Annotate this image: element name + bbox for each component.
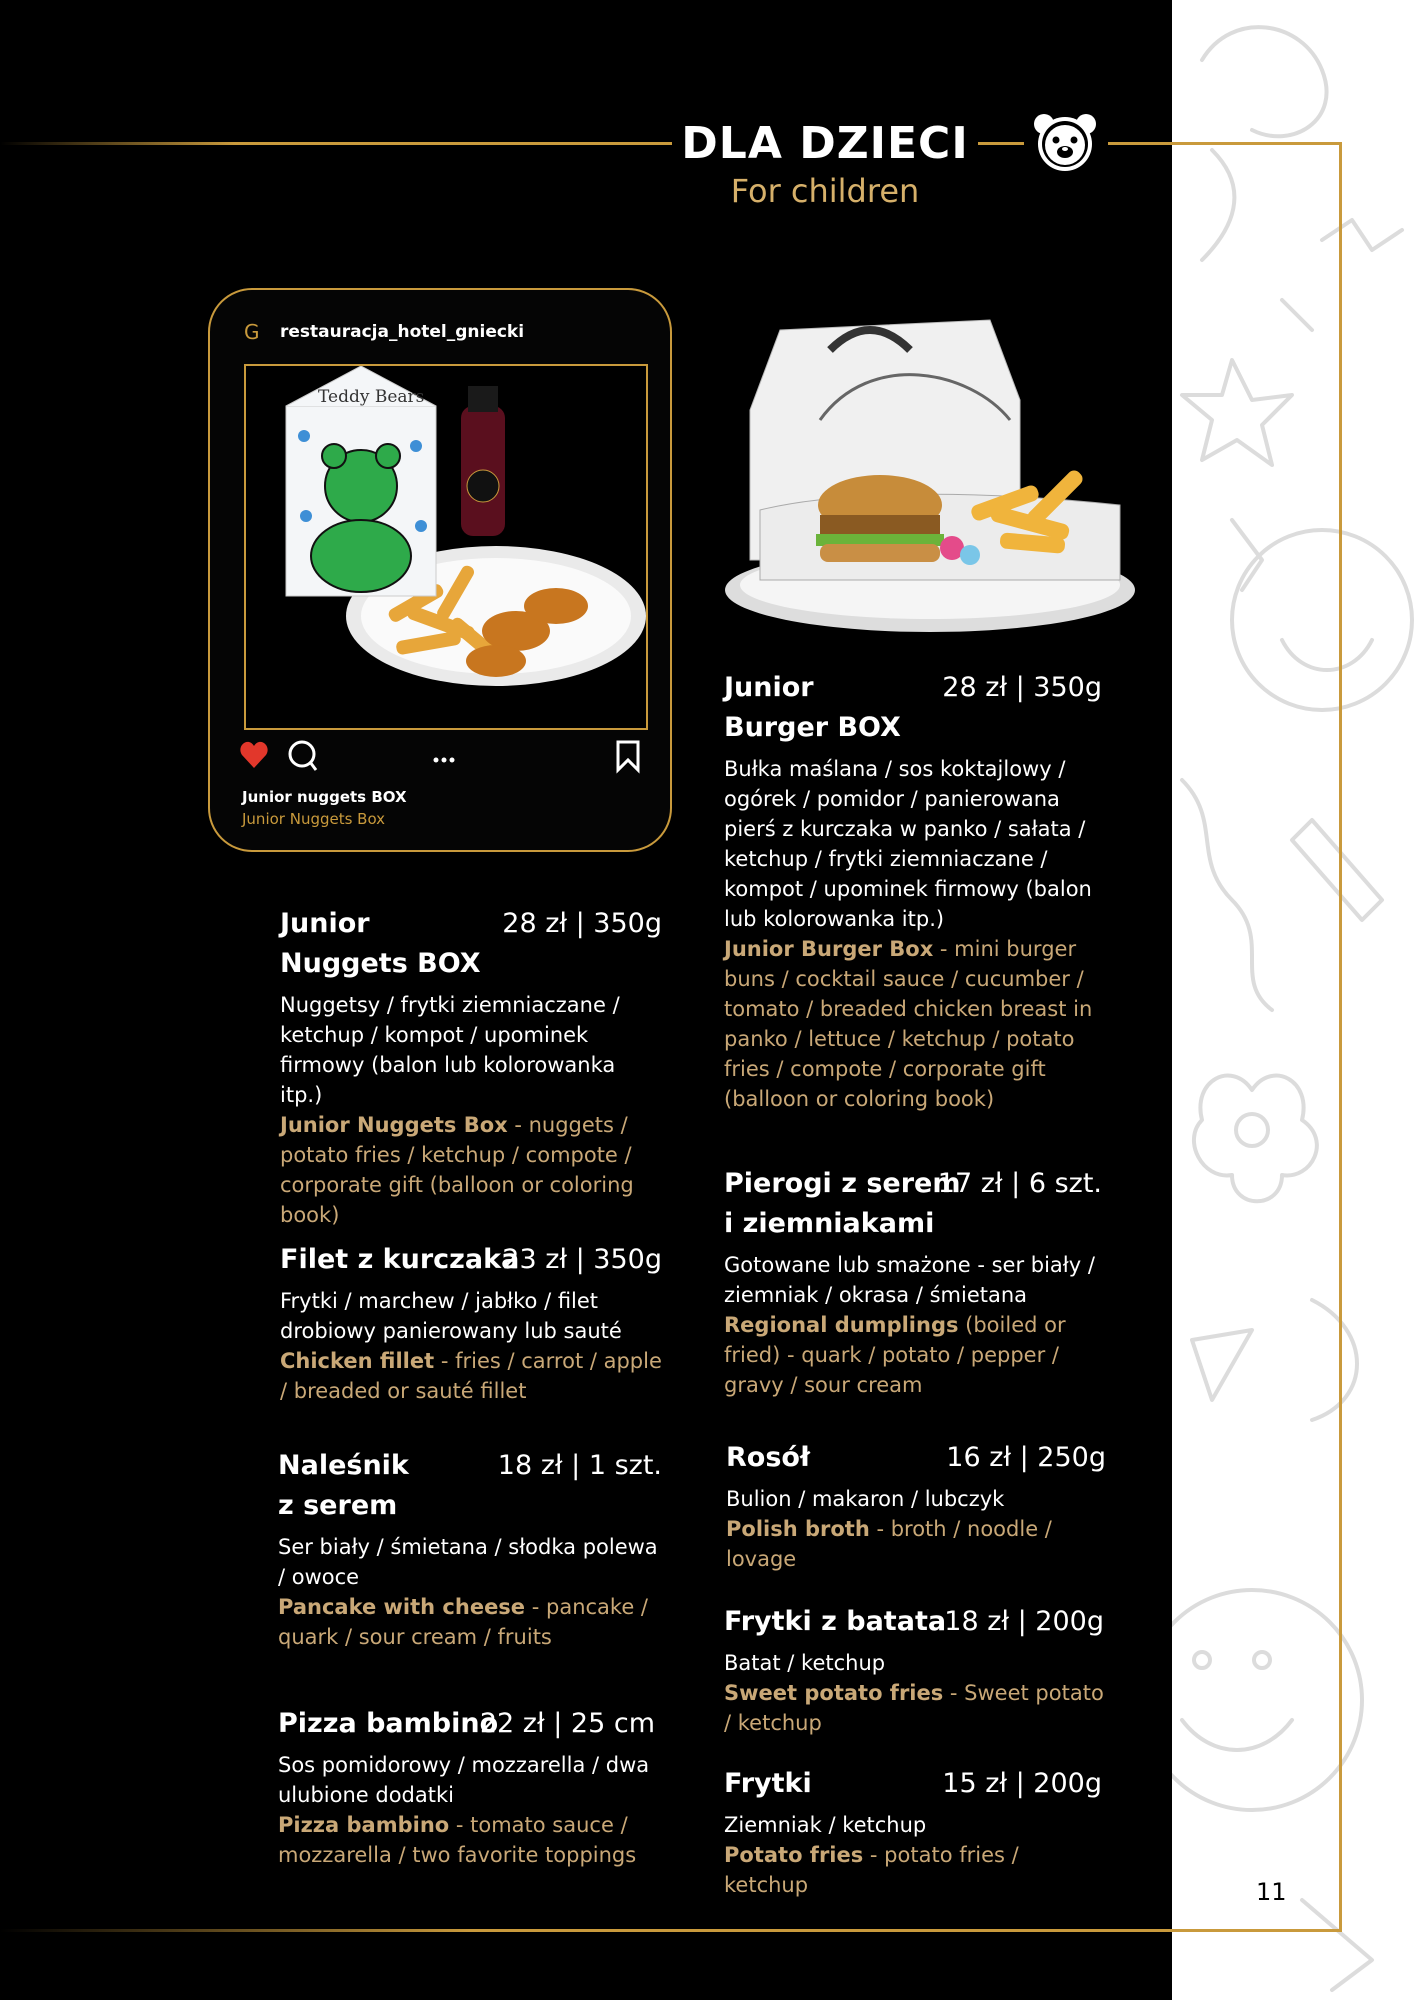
menu-item-description: Gotowane lub smażone - ser biały / ziemniak / okrasa / śmietana — [724, 1253, 1095, 1307]
menu-item-name: Frytki z batata — [724, 1606, 947, 1637]
box-label-text: Teddy Bears — [318, 387, 425, 407]
menu-item-sweet-potato-fries — [724, 1602, 1104, 1738]
header-rule-right — [1108, 142, 1342, 145]
burger-box-photo — [720, 290, 1140, 650]
page-subtitle: For children — [730, 172, 920, 210]
page-number: 11 — [1256, 1878, 1287, 1906]
menu-item-description: Ziemniak / ketchup — [724, 1813, 927, 1837]
menu-item-english: Regional dumplings (boiled or fried) - quark / potato / pepper / gravy / sour cream — [724, 1313, 1066, 1397]
menu-item-description: Bulion / makaron / lubczyk — [726, 1487, 1005, 1511]
food-doodles-illustration — [1172, 0, 1414, 2000]
menu-item-english: Polish broth - broth / noodle / lovage — [726, 1517, 1052, 1571]
menu-item-description: Frytki / marchew / jabłko / filet drobiowy panierowany lub sauté — [280, 1289, 622, 1343]
page-title: DLA DZIECI — [681, 118, 969, 169]
menu-item-name: Filet z kurczaka — [280, 1244, 520, 1275]
menu-item-pancake — [278, 1446, 662, 1652]
menu-item-price: 22 zł | 25 cm — [479, 1708, 655, 1739]
like-heart-icon — [240, 742, 267, 768]
header-rule-mid — [978, 142, 1024, 145]
menu-item-price: 23 zł | 350g — [502, 1244, 662, 1275]
menu-item-name: Pizza bambino — [278, 1708, 499, 1739]
nuggets-box-photo — [244, 364, 648, 730]
more-options-icon — [434, 758, 439, 763]
menu-item-name: Pierogi z serem i ziemniakami — [724, 1168, 961, 1239]
frame-right-border — [1339, 142, 1342, 1932]
bear-icon — [1032, 112, 1098, 172]
menu-item-price: 15 zł | 200g — [942, 1768, 1102, 1799]
nuggets-box-illustration — [246, 366, 646, 728]
frame-bottom-border — [0, 1929, 1342, 1932]
menu-item-name: Junior Nuggets BOX — [280, 908, 481, 979]
menu-item-name: Frytki — [724, 1768, 812, 1799]
menu-item-price: 28 zł | 350g — [502, 908, 662, 939]
menu-item-english: Sweet potato fries - Sweet potato / ketchup — [724, 1681, 1104, 1735]
menu-item-rosol — [726, 1438, 1106, 1574]
menu-item-english: Potato fries - potato fries / ketchup — [724, 1843, 1019, 1897]
menu-item-english: Junior Burger Box - mini burger buns / cocktail sauce / cucumber / tomato / breaded chicken breast in panko / lettuce / ketchup / potato fries / compote / corporate gift (balloon or coloring book) — [724, 937, 1093, 1111]
instagram-post-subtitle: Junior Nuggets Box — [242, 810, 386, 828]
menu-item-pierogi — [724, 1164, 1102, 1400]
hotel-logo-icon: G — [244, 320, 260, 344]
menu-item-price: 18 zł | 1 szt. — [497, 1450, 662, 1481]
menu-item-price: 16 zł | 250g — [946, 1442, 1106, 1473]
menu-item-chicken-fillet — [280, 1240, 662, 1406]
menu-item-name: Rosół — [726, 1442, 810, 1473]
menu-item-price: 28 zł | 350g — [942, 672, 1102, 703]
menu-item-potato-fries — [724, 1764, 1102, 1900]
menu-item-price: 18 zł | 200g — [944, 1606, 1104, 1637]
menu-item-description: Ser biały / śmietana / słodka polewa / owoce — [278, 1535, 658, 1589]
bookmark-icon — [618, 742, 638, 770]
menu-item-english: Pizza bambino - tomato sauce / mozzarella / two favorite toppings — [278, 1813, 637, 1867]
menu-item-name: Naleśnik z serem — [278, 1450, 409, 1521]
menu-item-description: Sos pomidorowy / mozzarella / dwa ulubione dodatki — [278, 1753, 650, 1807]
doodle-panel — [1172, 0, 1414, 2000]
instagram-username[interactable]: restauracja_hotel_gniecki — [280, 322, 525, 342]
menu-item-price: 17 zł | 6 szt. — [937, 1168, 1102, 1199]
menu-item-name: Junior Burger BOX — [724, 672, 901, 743]
menu-item-burger-box — [724, 668, 1102, 1114]
menu-item-description: Batat / ketchup — [724, 1651, 886, 1675]
instagram-action-bar — [240, 738, 650, 774]
menu-item-english: Pancake with cheese - pancake / quark / sour cream / fruits — [278, 1595, 648, 1649]
instagram-post-title: Junior nuggets BOX — [242, 788, 407, 806]
menu-item-english: Chicken fillet - fries / carrot / apple / breaded or sauté fillet — [280, 1349, 662, 1403]
menu-item-nuggets-box — [280, 904, 662, 1230]
menu-item-english: Junior Nuggets Box - nuggets / potato fries / ketchup / compote / corporate gift (balloon or coloring book) — [280, 1113, 634, 1227]
menu-item-description: Nuggetsy / frytki ziemniaczane / ketchup / kompot / upominek firmowy (balon lub kolorowanka itp.) — [280, 993, 620, 1107]
header-rule-left — [0, 142, 672, 145]
menu-item-pizza-bambino — [278, 1704, 655, 1870]
menu-item-description: Bułka maślana / sos koktajlowy / ogórek / pomidor / panierowana pierś z kurczaka w panko / sałata / ketchup / frytki ziemniaczane / kompot / upominek firmowy (balon lub kolorowanka itp.) — [724, 757, 1092, 931]
instagram-post-card[interactable] — [208, 288, 672, 852]
